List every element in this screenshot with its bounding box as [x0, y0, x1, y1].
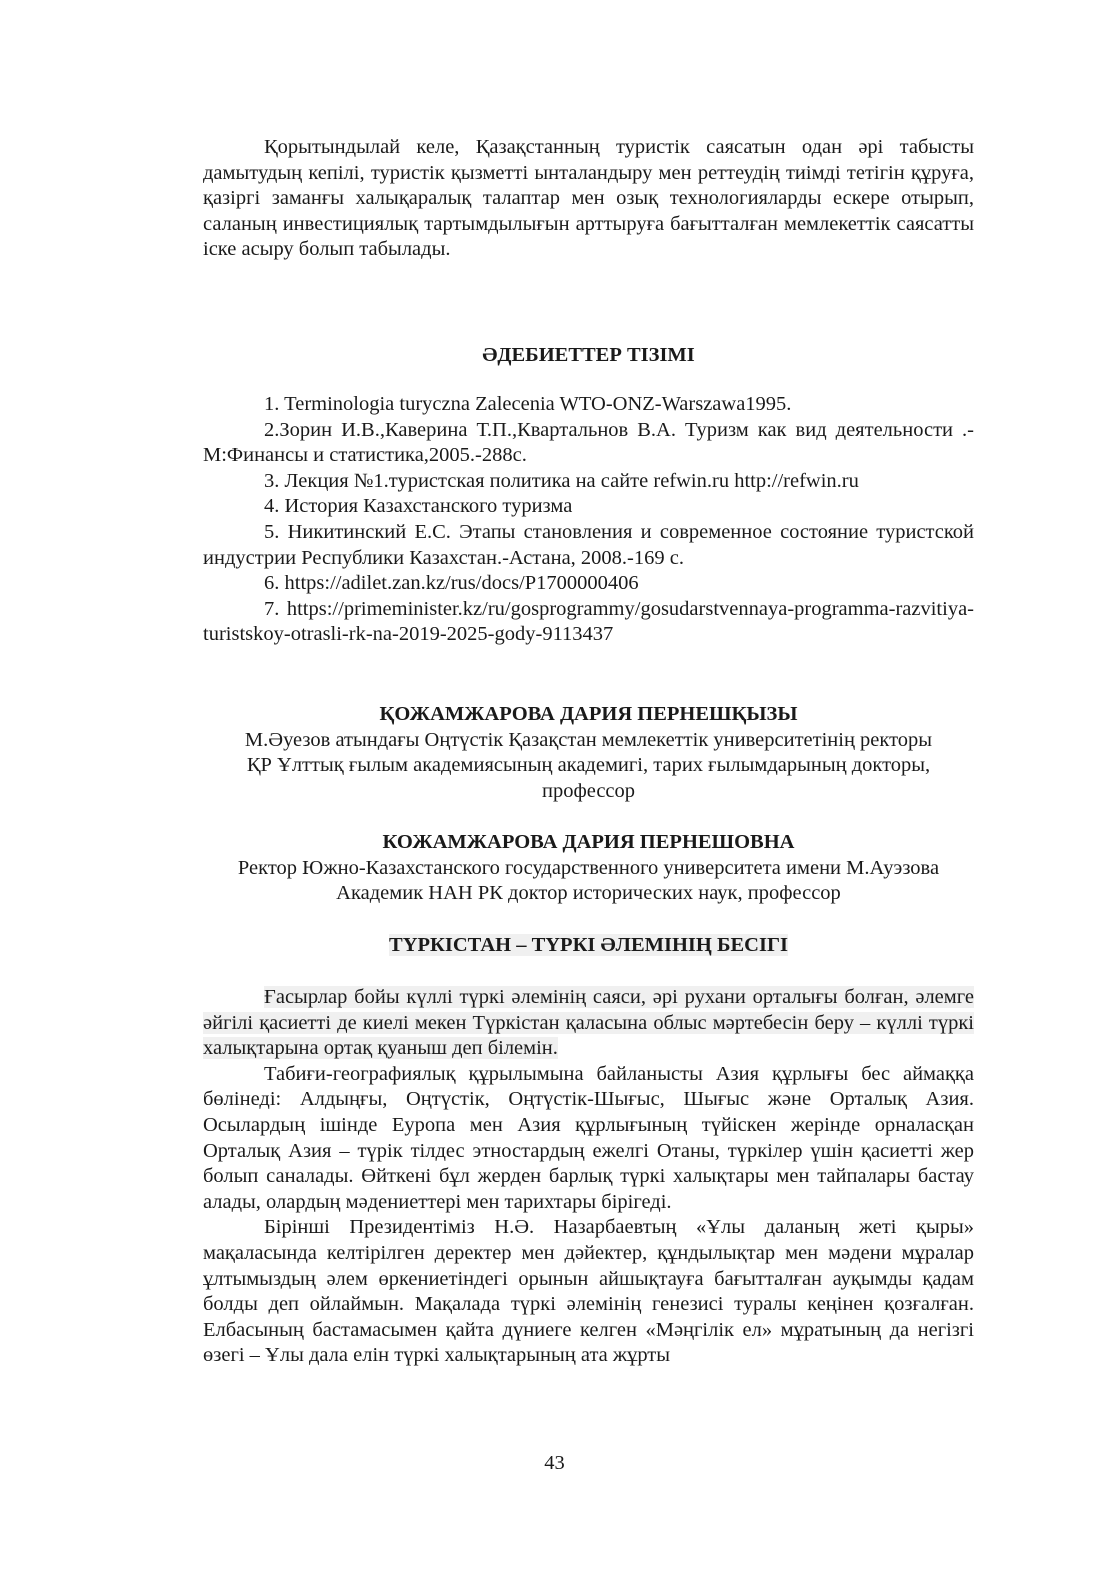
reference-item-2: 2.Зорин И.В.,Каверина Т.П.,Квартальнов В.А. Туризм как вид деятельности .-М:Финансы и статистика,2005.-288с.	[203, 418, 974, 467]
references-list	[203, 392, 974, 648]
reference-item-1: 1. Terminologia turyczna Zalecenia WTO-ONZ-Warszawa1995.	[264, 393, 792, 415]
article-paragraph-1	[203, 985, 974, 1062]
article-body	[203, 985, 974, 1369]
article-paragraph-2: Табиғи-географиялық құрылымына байланысты Азия құрлығы бес аймаққа бөлінеді: Алдыңғы, Оңтүстік, Оңтүстік-Шығыс, Шығыс және Орталық Азия. Осылардың ішінде Еуропа мен Азия құрлығының түйіскен жерінде орналасқан Орталық Азия – түрік тілдес этностардың ежелгі Отаны, түркілер үшін қасиетті жер болып саналады. Өйткені бұл жерден барлық түркі халықтары мен тайпалары бастау алады, олардың мәдениеттері мен тарихтары бірігеді.	[203, 1062, 974, 1213]
author-kz-position: М.Әуезов атындағы Оңтүстік Қазақстан мемлекеттік университетінің ректоры	[244, 728, 933, 751]
references-heading: ӘДЕБИЕТТЕР ТІЗІМІ	[482, 344, 695, 366]
article-paragraph-3: Бірінші Президентіміз Н.Ә. Назарбаевтың «Ұлы даланың жеті қыры» мақаласында келтірілген деректер мен дәйектер, құндылықтар мен мәдени мұралар ұлтымыздың әлем өркениетіндегі орынын айшықтауға бағытталған ауқымды қадам болды деп ойлаймын. Мақалада түркі әлемінің генезисі туралы кеңінен қозғалған. Елбасының бастамасымен қайта дүниеге келген «Мәңгілік ел» мұратының да негізгі өзегі – Ұлы дала елін түркі халықтарының ата жұрты	[203, 1216, 974, 1367]
article-paragraph-1-text: Ғасырлар бойы күллі түркі әлемінің саяси, әрі рухани орталығы болған, әлемге әйгілі қасиетті де киелі мекен Түркістан қаласына облыс мәртебесін беру – күллі түркі халықтарына ортақ қуаныш деп білемін.	[203, 986, 974, 1060]
author-ru-block	[203, 830, 974, 907]
conclusion-text: Қорытындылай келе, Қазақстанның туристік саясатын одан әрі табысты дамытудың кепілі, туристік қызметті ынталандыру мен реттеудің тиімді тетігін құруға, қазіргі заманғы халықаралық талаптар мен озық технологияларды ескере отырып, саланың инвестициялық тартымдылығын арттыруға бағытталған мемлекеттік саясатты іске асыру болып табылады.	[203, 136, 974, 261]
page-number: 43	[544, 1452, 565, 1474]
conclusion-paragraph	[203, 135, 974, 263]
author-kz-title: профессор	[541, 779, 636, 802]
article-title	[203, 933, 974, 959]
reference-item-3: 3. Лекция №1.туристская политика на сайте refwin.ru http://refwin.ru	[264, 469, 859, 492]
reference-item-5: 5. Никитинский Е.С. Этапы становления и современное состояние туристской индустрии Республики Казахстан.-Астана, 2008.-169 с.	[203, 520, 974, 569]
reference-item-4: 4. История Казахстанского туризма	[264, 495, 573, 518]
reference-item-6: 6. https://adilet.zan.kz/rus/docs/P1700000406	[264, 572, 639, 595]
author-kz-academic: ҚР Ұлттық ғылым академиясының академигі, тарих ғылымдарының докторы,	[246, 754, 931, 777]
author-kz-block	[203, 702, 974, 804]
author-ru-academic: Академик НАН РК доктор исторических наук, профессор	[336, 882, 841, 905]
author-kz-name: ҚОЖАМЖАРОВА ДАРИЯ ПЕРНЕШҚЫЗЫ	[379, 703, 798, 725]
author-ru-position: Ректор Южно-Казахстанского государственного университета имени М.Ауэзова	[237, 856, 940, 879]
reference-item-7: 7. https://primeminister.kz/ru/gosprogrammy/gosudarstvennaya-programma-razvitiya-turistskoy-otrasli-rk-na-2019-2025-gody-9113437	[203, 597, 974, 646]
author-ru-name: КОЖАМЖАРОВА ДАРИЯ ПЕРНЕШОВНА	[382, 831, 795, 853]
article-title-text: ТҮРКІСТАН – ТҮРКІ ӘЛЕМІНІҢ БЕСІГІ	[389, 934, 788, 956]
